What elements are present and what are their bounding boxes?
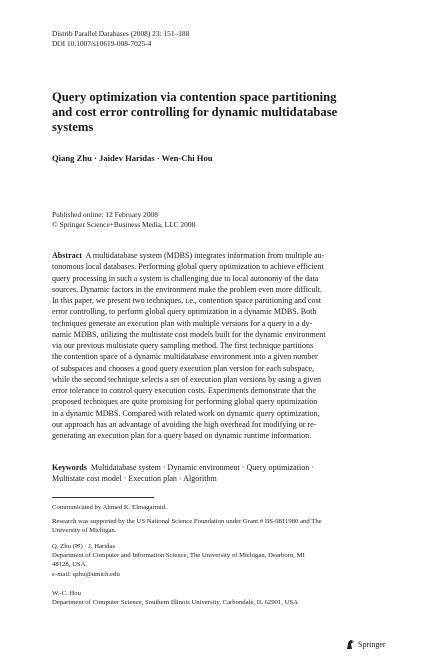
journal-citation: Distrib Parallel Databases (2008) 23: 151–188 [52,29,190,38]
abstract-line: query processing in such a system is challenging due to local autonomy of the data [52,273,319,283]
springer-wordmark: Springer [358,640,386,649]
abstract-line: error tolerance to control query execution costs. Experiments demonstrate that the [52,386,316,395]
abstract-line: sources. Dynamic factors in the environment make the problem even more difficult. [52,284,323,294]
abstract-line: generating an execution plan for a query based on dynamic runtime information. [52,431,312,440]
abstract-line: error controlling, to perform global query optimization in a dynamic MDBS. Both [52,307,317,317]
abstract-line: via our previous multistate query sampling method. The first technique partitions [52,341,314,350]
abstract-line: proposed techniques are quite promising for performing global query optimization [52,397,318,407]
springer-horse-icon [345,639,355,650]
published-date: Published online: 12 February 2008 [52,210,158,219]
title-line-1: Query optimization via contention space partitioning [52,90,337,104]
abstract-line: tonomous local databases. Performing global query optimization to achieve efficient [52,262,324,272]
abstract-line: Abstract A multidatabase system (MDBS) integrates information from multiple au- [52,251,325,260]
springer-logo [345,639,386,650]
abstract-line: namic MDBS, utilizing the multistate cost models built for the dynamic environment [52,329,326,339]
corresponding-authors: Q. Zhu (✉) · J. Haridas [52,543,115,550]
journal-doi: DOI 10.1007/s10619-008-7025-4 [52,39,152,48]
journal-header [52,29,189,49]
author-affiliation-1: Q. Zhu (✉) · J. Haridas Department of Computer and Information Science, The University of Michigan, Dearborn, MI 48128, USA e-mail: qzhu@umich.edu [52,542,392,579]
communicated-note: Communicated by Ahmed K. Elmagarmid. [52,504,167,511]
abstract [52,250,388,441]
footnote-divider [52,497,154,498]
abstract-line: in a dynamic MDBS. Compared with related work on dynamic query optimization, [52,408,320,418]
funding-note: Research was supported by the US National Science Foundation under Grant # IIS-9811980 and The University of Michigan. [52,518,322,535]
abstract-heading: Abstract [52,251,82,260]
copyright-notice: © Springer Science+Business Media, LLC 2008 [52,220,196,229]
keywords-line: Multistate cost model · Execution plan · Algorithm [52,474,217,484]
author-list: Qiang Zhu · Jaidev Haridas · Wen-Chi Hou [52,153,213,163]
paper-title [52,90,372,136]
title-line-3: systems [52,120,94,135]
keywords-line: Keywords Multidatabase system · Dynamic environment · Query optimization · [52,463,314,472]
abstract-line: of subspaces and chooses a good query execution plan version for each subspace, [52,363,315,373]
author-email[interactable]: e-mail: qzhu@umich.edu [52,570,120,578]
keywords [52,462,388,485]
abstract-line: our approach has an advantage of avoiding the high overhead for modifying or re- [52,419,317,429]
abstract-line: the contention space of a dynamic multidatabase environment into a given number [52,352,318,362]
keywords-heading: Keywords [52,463,87,472]
abstract-line: In this paper, we present two techniques, i.e., contention space partitioning and cost [52,296,321,305]
abstract-line: techniques generate an execution plan with multiple versions for a query in a dy- [52,318,313,328]
abstract-line: while the second technique selects a set of execution plan versions by using a given [52,374,322,384]
title-line-2: and cost error controlling for dynamic multidatabase [52,105,338,120]
publication-info [52,210,195,230]
author-affiliation-2: W.-C. Hou Department of Computer Science, Southern Illinois University, Carbondale, IL 62901, USA [52,590,298,607]
